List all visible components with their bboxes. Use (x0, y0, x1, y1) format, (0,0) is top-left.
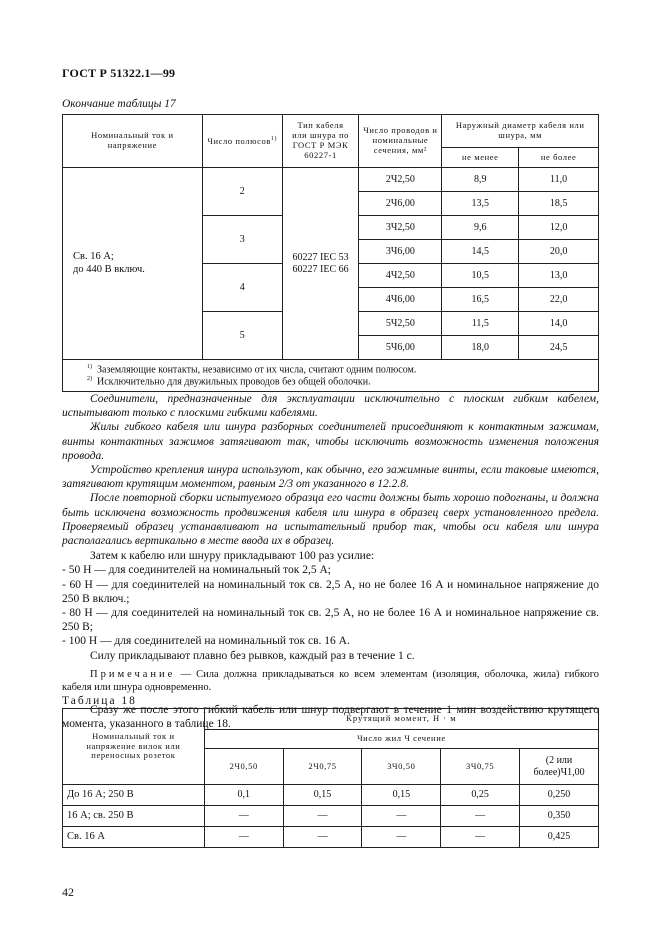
t17-min: 16,5 (442, 288, 519, 312)
t17-min: 14,5 (442, 240, 519, 264)
t17-poles-cell: 3 (202, 216, 282, 264)
t17-poles-cell: 5 (202, 312, 282, 360)
t18-header-torque: Крутящий момент, Н · м (204, 709, 598, 730)
t17-max: 22,0 (519, 288, 599, 312)
t17-cable-type: 60227 IEC 53 60227 IEC 66 (282, 168, 359, 360)
paragraph: Жилы гибкого кабеля или шнура разборных соединителей присоединяют к контактным зажимам, винты контактных зажимов затягивают так, чтобы исключить возможность изменения положения провода. (62, 421, 599, 462)
t18-value: 0,25 (441, 785, 520, 806)
paragraph: После повторной сборки испытуемого образца его части должны быть хорошо подогнаны, и должна быть исключена возможность продвижения кабеля или шнура в образец сверх установленного предела. Проверяемый образец устанавливают на испытательный прибор так, чтобы оси кабеля или шнура располагались вертикально в месте ввода их в образец. (62, 492, 599, 548)
list-item: - 60 Н — для соединителей на номинальный ток св. 2,5 А, но не более 16 А и номинальное напряжение до 250 В включ.; (62, 578, 599, 605)
t17-max: 20,0 (519, 240, 599, 264)
t18-value: — (441, 827, 520, 848)
t17-min: 13,5 (442, 192, 519, 216)
note-label: Примечание (90, 668, 176, 680)
t18-value: — (362, 827, 441, 848)
t18-section-col: 3Ч0,50 (362, 749, 441, 785)
t18-value: 0,350 (520, 806, 599, 827)
t17-section: 5Ч6,00 (359, 336, 442, 360)
note-text: — Сила должна прикладываться ко всем элементам (изоляция, оболочка, жила) гибкого кабеля или шнура одновременно. (62, 668, 599, 694)
table-18 (62, 708, 599, 848)
paragraph: Устройство крепления шнура используют, как обычно, его зажимные винты, если таковые имеются, затягивают крутящим моментом, равным 2/3 от указанного в 12.2.8. (62, 464, 599, 491)
t17-min: 10,5 (442, 264, 519, 288)
t17-footnotes: $^{1)}$ Заземляющие контакты, независимо от их числа, считают одним полюсом. $^{2)}$ Исключительно для двужильных проводов без общей оболочки. (63, 360, 599, 392)
t18-section-col: 2Ч0,75 (283, 749, 362, 785)
t17-min: 11,5 (442, 312, 519, 336)
t17-section: 5Ч2,50 (359, 312, 442, 336)
t18-header-sections: Число жил Ч сечение (204, 730, 598, 749)
t17-rating: Св. 16 А; до 440 В включ. (63, 168, 203, 360)
t18-value: 0,15 (283, 785, 362, 806)
t18-value: — (362, 806, 441, 827)
list-item: - 50 Н — для соединителей на номинальный ток 2,5 А; (62, 564, 331, 577)
t18-value: — (283, 806, 362, 827)
t18-rating: До 16 А; 250 В (63, 785, 205, 806)
t18-value: — (204, 827, 283, 848)
t17-max: 12,0 (519, 216, 599, 240)
t18-value: 0,250 (520, 785, 599, 806)
t17-header-conductors: Число проводов и номинальные сечения, мм² (359, 115, 442, 168)
document-header: ГОСТ Р 51322.1—99 (62, 66, 176, 80)
t18-value: 0,15 (362, 785, 441, 806)
t17-section: 4Ч2,50 (359, 264, 442, 288)
t17-header-diameter: Наружный диаметр кабеля или шнура, мм (442, 115, 599, 148)
t17-poles-cell: 4 (202, 264, 282, 312)
t17-section: 2Ч2,50 (359, 168, 442, 192)
t18-rating: Св. 16 А (63, 827, 205, 848)
table18-caption: Таблица 18 (62, 695, 137, 707)
t17-section: 3Ч2,50 (359, 216, 442, 240)
t18-section-col: (2 или более)Ч1,00 (520, 749, 599, 785)
t17-poles-cell: 2 (202, 168, 282, 216)
t18-section-col: 2Ч0,50 (204, 749, 283, 785)
document-body (62, 392, 599, 731)
t17-header-current: Номинальный ток и напряжение (63, 115, 203, 168)
note (62, 668, 599, 695)
list-item: - 80 Н — для соединителей на номинальный ток св. 2,5 А, но не более 16 А и номинальное напряжение св. 250 В; (62, 607, 599, 634)
t17-header-cable-type: Тип кабеля или шнура по ГОСТ Р МЭК 60227-1 (282, 115, 359, 168)
t18-value: 0,1 (204, 785, 283, 806)
t17-max: 11,0 (519, 168, 599, 192)
t17-section: 3Ч6,00 (359, 240, 442, 264)
t17-header-max: не более (519, 148, 599, 168)
t18-section-col: 3Ч0,75 (441, 749, 520, 785)
t17-min: 9,6 (442, 216, 519, 240)
t17-section: 4Ч6,00 (359, 288, 442, 312)
t18-value: — (204, 806, 283, 827)
t17-min: 18,0 (442, 336, 519, 360)
t17-header-min: не менее (442, 148, 519, 168)
table17-caption: Окончание таблицы 17 (62, 98, 176, 110)
paragraph: Сразу же после этого гибкий кабель или шнур подвергают в течение 1 мин воздействию крутящего момента, указанного в таблице 18. (62, 703, 599, 731)
t17-max: 13,0 (519, 264, 599, 288)
list-item: - 100 Н — для соединителей на номинальный ток св. 16 А. (62, 635, 350, 648)
t17-max: 24,5 (519, 336, 599, 360)
t18-value: 0,425 (520, 827, 599, 848)
t17-header-poles: Число полюсов$^{1)}$ (202, 115, 282, 168)
t18-value: — (441, 806, 520, 827)
t17-max: 14,0 (519, 312, 599, 336)
paragraph: Соединители, предназначенные для эксплуатации исключительно с плоским гибким кабелем, испытывают только с плоскими гибкими кабелями. (62, 393, 599, 420)
t17-section: 2Ч6,00 (359, 192, 442, 216)
t18-header-rating: Номинальный ток и напряжение вилок или переносных розеток (63, 709, 205, 785)
paragraph: Затем к кабелю или шнуру прикладывают 100 раз усилие: (90, 550, 375, 563)
table-17 (62, 114, 599, 392)
t17-min: 8,9 (442, 168, 519, 192)
t18-value: — (283, 827, 362, 848)
t18-rating: 16 А; св. 250 В (63, 806, 205, 827)
page-number: 42 (62, 885, 74, 899)
paragraph: Силу прикладывают плавно без рывков, каждый раз в течение 1 с. (90, 649, 415, 662)
t17-max: 18,5 (519, 192, 599, 216)
